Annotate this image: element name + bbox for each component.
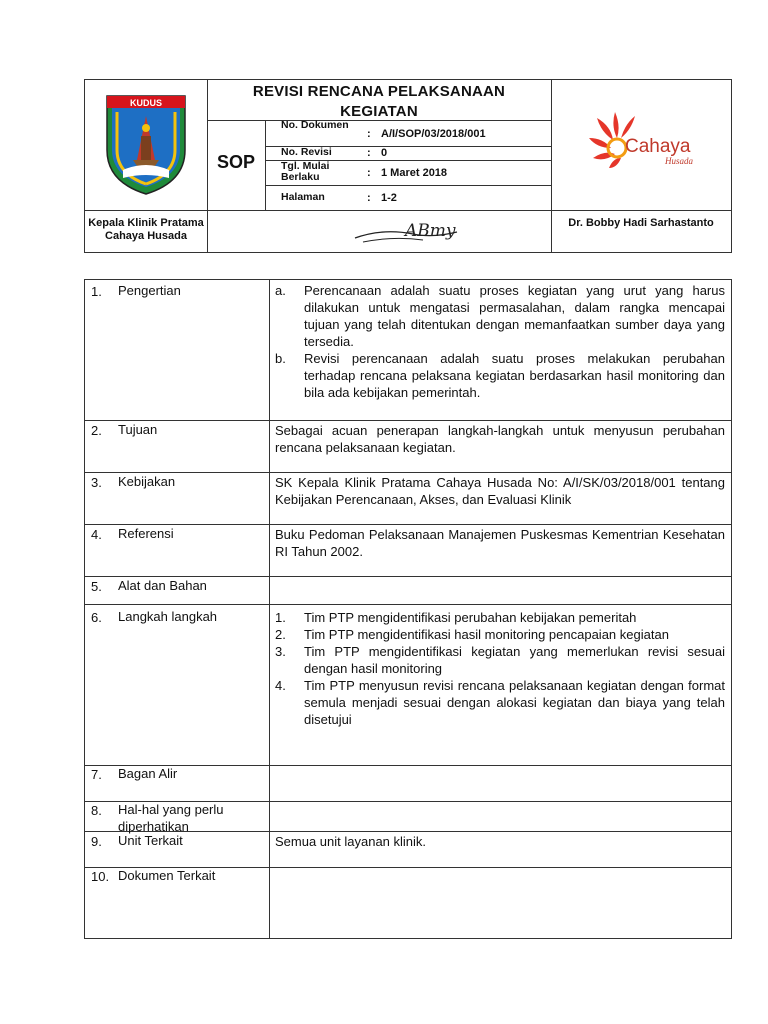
meta-value-doc-number: A/I/SOP/03/2018/001 — [381, 128, 486, 140]
list-item-text: Perencanaan adalah suatu proses kegiatan yang urut yang harus dilakukan untuk mengatasi permasalahan, dalam rangka mencapai tujuan yang telah ditentukan dengan memanfaatkan sumber daya yang tersedia. — [304, 283, 725, 349]
meta-colon: : — [367, 167, 371, 179]
signature-text: ABmy — [405, 221, 456, 241]
logo-brand-text: Cahaya — [625, 136, 691, 157]
row-number: 1. — [91, 284, 102, 299]
list-item-text: Tim PTP menyusun revisi rencana pelaksanaan kegiatan dengan format semula menjadi sesuai dengan alokasi kegiatan dan biaya yang telah disetujui — [304, 678, 725, 727]
meta-value-page: 1-2 — [381, 192, 397, 204]
row-number: 7. — [91, 767, 102, 782]
row-label-alat-bahan: Alat dan Bahan — [118, 578, 207, 593]
row-number: 9. — [91, 834, 102, 849]
title-line-2: KEGIATAN — [340, 103, 418, 120]
tujuan-content: Sebagai acuan penerapan langkah-langkah untuk menyusun perubahan rencana pelaksanaan kegiatan. — [275, 423, 725, 455]
meta-value-start-date: 1 Maret 2018 — [381, 167, 448, 179]
row-label-tujuan: Tujuan — [118, 422, 158, 437]
list-item-text: Tim PTP mengidentifikasi kegiatan yang memerlukan revisi sesuai dengan hasil monitoring — [304, 644, 725, 676]
approver-title: Kepala Klinik Pratama Cahaya Husada — [88, 217, 204, 242]
list-item — [275, 609, 725, 626]
row-number: 8. — [91, 803, 102, 818]
kebijakan-content: SK Kepala Klinik Pratama Cahaya Husada No: A/I/SK/03/2018/001 tentang Kebijakan Perencanaan, Akses, dan Evaluasi Klinik — [275, 475, 725, 507]
row-label-dokumen-terkait: Dokumen Terkait — [118, 868, 216, 883]
approver-name: Dr. Bobby Hadi Sarhastanto — [568, 217, 714, 229]
list-marker: 1. — [275, 610, 286, 625]
row-number: 10. — [91, 869, 110, 884]
meta-value-revision: 0 — [381, 147, 388, 159]
row-number: 3. — [91, 475, 102, 490]
cahaya-husada-logo — [585, 108, 705, 174]
list-marker: a. — [275, 283, 286, 298]
list-item-text: Tim PTP mengidentifikasi perubahan kebijakan pemeritah — [304, 610, 637, 625]
meta-label-start-date: Tgl. Mulai Berlaku — [281, 160, 330, 183]
row-number: 6. — [91, 610, 102, 625]
sop-label: SOP — [216, 152, 255, 172]
row-label-langkah: Langkah langkah — [118, 609, 218, 624]
list-item — [275, 350, 725, 401]
meta-label-revision: No. Revisi — [281, 146, 332, 158]
row-label-hal-hal: Hal-hal yang perlu diperhatikan — [118, 802, 224, 834]
list-item — [275, 626, 725, 643]
kudus-crest-logo — [103, 90, 189, 196]
title-line-1: REVISI RENCANA PELAKSANAAN — [252, 83, 506, 100]
signature-image — [353, 214, 473, 250]
row-label-kebijakan: Kebijakan — [118, 474, 176, 489]
meta-colon: : — [367, 128, 371, 140]
document-title — [209, 82, 549, 122]
row-number: 2. — [91, 423, 102, 438]
row-label-pengertian: Pengertian — [118, 283, 181, 298]
list-marker: 4. — [275, 678, 286, 693]
meta-label-page: Halaman — [281, 191, 325, 203]
meta-label-doc-number: No. Dokumen — [281, 119, 349, 131]
row-number: 4. — [91, 527, 102, 542]
meta-colon: : — [367, 147, 371, 159]
sop-content-table — [84, 279, 732, 939]
list-item-text: Tim PTP mengidentifikasi hasil monitoring pencapaian kegiatan — [304, 627, 669, 642]
document-header — [84, 79, 732, 253]
unit-terkait-content: Semua unit layanan klinik. — [275, 834, 427, 849]
list-marker: b. — [275, 351, 286, 366]
row-number: 5. — [91, 579, 102, 594]
list-item — [275, 643, 725, 677]
row-label-bagan-alir: Bagan Alir — [118, 766, 178, 781]
row-label-referensi: Referensi — [118, 526, 174, 541]
list-item-text: Revisi perencanaan adalah suatu proses melakukan perubahan terhadap rencana pelaksana kegiatan berdasarkan hasil monitoring dan bila ada kebijakan pemerintah. — [304, 351, 725, 400]
langkah-list — [275, 609, 725, 728]
referensi-content: Buku Pedoman Pelaksanaan Manajemen Puskesmas Kementrian Kesehatan RI Tahun 2002. — [275, 527, 725, 559]
list-marker: 2. — [275, 627, 286, 642]
crest-text: KUDUS — [129, 98, 163, 108]
list-marker: 3. — [275, 644, 286, 659]
list-item — [275, 677, 725, 728]
meta-colon: : — [367, 192, 371, 204]
pengertian-list — [275, 282, 725, 401]
row-label-unit-terkait: Unit Terkait — [118, 833, 183, 848]
list-item — [275, 282, 725, 350]
logo-sub-text: Husada — [665, 156, 694, 166]
